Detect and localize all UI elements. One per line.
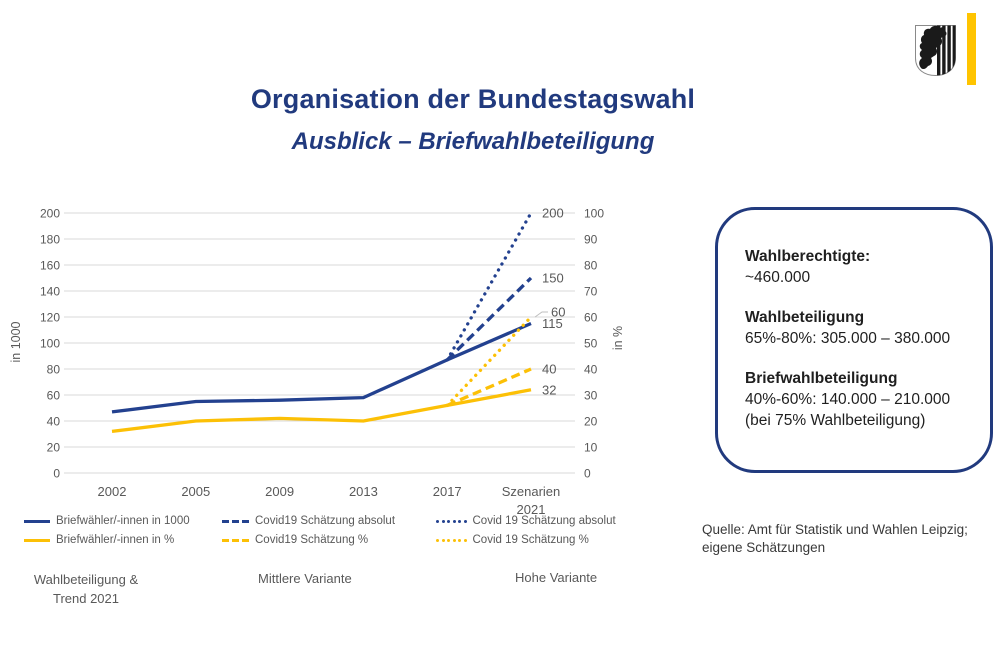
info-section-wahlbeteiligung xyxy=(745,307,970,349)
info-section-briefwahlbeteiligung xyxy=(745,368,970,431)
legend-item-covid19-absolut-hoch xyxy=(436,515,616,527)
right-axis-tick-label: 60 xyxy=(584,310,598,325)
left-axis-tick-label: 160 xyxy=(39,258,60,273)
variant-label-hohe: Hohe Variante xyxy=(515,570,598,585)
info-heading: Wahlberechtigte: xyxy=(745,248,871,265)
page-subtitle: Ausblick – Briefwahlbeteiligung xyxy=(291,128,655,155)
legend-marker-dotted-yellow xyxy=(436,539,467,542)
variant-label-line: Trend 2021 xyxy=(52,591,119,606)
x-axis-category-label: 2005 xyxy=(181,484,211,499)
right-axis-tick-label: 80 xyxy=(584,258,598,273)
x-axis-category-label: 2009 xyxy=(265,484,295,499)
right-axis-tick-label: 20 xyxy=(584,414,598,429)
briefwahl-line-chart xyxy=(0,190,660,525)
left-axis-tick-label: 140 xyxy=(39,284,60,299)
left-axis-title: in 1000 xyxy=(9,321,23,363)
variant-label-line: Wahlbeteiligung & xyxy=(33,572,139,587)
right-axis-tick-label: 90 xyxy=(584,232,598,247)
info-heading: Briefwahlbeteiligung xyxy=(745,370,898,387)
legend-item-covid19-absolut xyxy=(222,515,395,527)
legend-label: Briefwähler/-innen in % xyxy=(56,534,175,546)
info-heading: Wahlbeteiligung xyxy=(745,309,865,326)
legend-marker-dashed-blue xyxy=(222,520,249,523)
legend-item-briefwaehler-prozent xyxy=(24,534,174,546)
left-axis-tick-label: 60 xyxy=(46,388,60,403)
data-label: 40 xyxy=(542,361,557,377)
variant-label-trend xyxy=(25,570,147,608)
right-axis-tick-label: 40 xyxy=(584,362,598,377)
data-label: 150 xyxy=(542,270,564,286)
data-label: 32 xyxy=(542,382,557,398)
series-line xyxy=(112,324,531,412)
data-label: 115 xyxy=(542,316,563,331)
logo-yellow-bar xyxy=(967,13,976,85)
x-axis-category-label: Szenarien xyxy=(501,484,561,499)
source-note xyxy=(702,521,968,557)
x-axis-category-label: 2013 xyxy=(348,484,378,499)
page-title: Organisation der Bundestagswahl xyxy=(250,84,696,114)
series-line xyxy=(447,278,531,360)
left-axis-tick-label: 100 xyxy=(39,336,60,351)
info-line: 65%-80%: 305.000 – 380.000 xyxy=(745,330,951,347)
legend-label: Covid19 Schätzung % xyxy=(255,534,369,546)
source-line: Quelle: Amt für Statistik und Wahlen Leipzig; xyxy=(702,522,968,537)
legend-label: Briefwähler/-innen in 1000 xyxy=(56,515,190,527)
left-axis-tick-label: 120 xyxy=(39,310,60,325)
legend-marker-solid-yellow xyxy=(24,539,50,542)
logo-svg xyxy=(905,8,985,96)
x-axis-category-label: 2017 xyxy=(432,484,462,499)
right-axis-tick-label: 100 xyxy=(584,206,605,221)
legend-marker-solid-blue xyxy=(24,520,50,523)
left-axis-tick-label: 20 xyxy=(46,440,60,455)
leipzig-coat-of-arms-logo xyxy=(905,8,985,96)
variant-label-mittlere: Mittlere Variante xyxy=(258,571,352,586)
info-section-wahlberechtigte xyxy=(745,246,970,288)
legend-item-briefwaehler-1000 xyxy=(24,515,190,527)
legend-label: Covid 19 Schätzung absolut xyxy=(472,515,616,527)
legend-marker-dashed-yellow xyxy=(222,539,249,542)
data-label: 60 xyxy=(551,304,566,320)
data-label: 200 xyxy=(542,205,564,221)
source-line: eigene Schätzungen xyxy=(702,540,826,555)
info-box xyxy=(715,207,993,473)
right-axis-tick-label: 30 xyxy=(584,388,598,403)
x-axis-category-label: 2002 xyxy=(97,484,127,499)
info-line: (bei 75% Wahlbeteiligung) xyxy=(745,412,926,429)
legend-item-covid19-prozent xyxy=(222,534,368,546)
x-axis-category-label: 2021 xyxy=(516,502,546,517)
right-axis-tick-label: 50 xyxy=(584,336,598,351)
left-axis-tick-label: 80 xyxy=(46,362,60,377)
series-line xyxy=(447,213,531,360)
legend-label: Covid19 Schätzung absolut xyxy=(255,515,396,527)
series-line xyxy=(447,369,531,405)
right-axis-tick-label: 10 xyxy=(584,440,598,455)
right-axis-title: in % xyxy=(611,325,625,351)
left-axis-tick-label: 180 xyxy=(39,232,60,247)
left-axis-tick-label: 0 xyxy=(53,466,60,481)
legend-label: Covid 19 Schätzung % xyxy=(472,534,589,546)
right-axis-tick-label: 0 xyxy=(584,466,591,481)
left-axis-tick-label: 40 xyxy=(46,414,60,429)
right-axis-tick-label: 70 xyxy=(584,284,598,299)
legend-marker-dotted-blue xyxy=(436,520,467,523)
left-axis-tick-label: 200 xyxy=(39,206,60,221)
legend-item-covid19-prozent-hoch xyxy=(436,534,589,546)
title-block xyxy=(0,84,946,156)
info-line: 40%-60%: 140.000 – 210.000 xyxy=(745,391,951,408)
info-line: ~460.000 xyxy=(745,269,811,286)
